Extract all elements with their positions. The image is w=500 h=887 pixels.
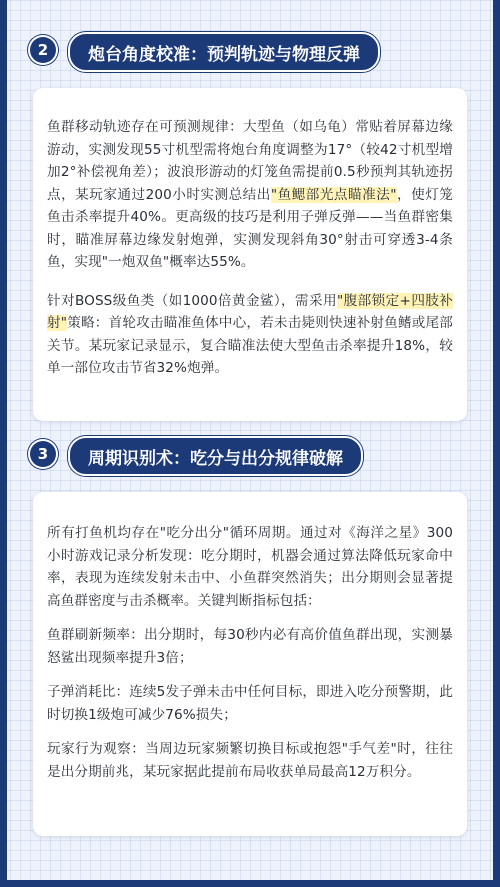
frame-left-border	[0, 0, 7, 887]
text-run: 策略：首轮攻击瞄准鱼体中心，若未击毙则快速补射鱼鳍或尾部关节。某玩家记录显示，复合瞄准法使大型鱼击杀率提升18%，较单一部位攻击节省32%炮弹。	[47, 315, 453, 376]
section-2-number-badge: 2	[30, 37, 56, 63]
text-run: 针对BOSS级鱼类（如1000倍黄金鲨），需采用	[47, 292, 337, 309]
section-2-paragraph-2	[47, 290, 453, 380]
section-3-paragraph-4: 玩家行为观察：当周边玩家频繁切换目标或抱怨"手气差"时，往往是出分期前兆，某玩家据此提前布局收获单局最高12万积分。	[47, 741, 453, 780]
section-3-paragraph-3: 子弹消耗比：连续5发子弹未击中任何目标，即进入吃分预警期，此时切换1级炮可减少76%损失；	[47, 684, 453, 723]
section-2-card	[33, 88, 467, 421]
section-2-paragraph-1	[47, 116, 453, 274]
frame-right-border	[493, 0, 500, 887]
section-3-title: 周期识别术：吃分与出分规律破解	[68, 436, 363, 476]
frame-bottom-border	[0, 880, 500, 887]
section-3-paragraph-2: 鱼群刷新频率：出分期时，每30秒内必有高价值鱼群出现，实测暴怒鲨出现频率提升3倍；	[47, 627, 453, 666]
highlight-gill-aiming: "鱼鳃部光点瞄准法"	[270, 186, 397, 203]
text-run: 鱼群移动轨迹存在可预测规律：大型鱼（如乌龟）常贴着屏幕边缘游动，实测发现55寸机型需将炮台角度调整为17°（较42寸机型增加2°补偿视角差）；波浪形游动的灯笼鱼需提前0.5秒预判其轨迹拐点，某玩家通过200小时实测总结出	[47, 119, 453, 203]
highlight-belly-lock: "腹部锁定+四肢补射"	[47, 292, 453, 331]
section-2-title: 炮台角度校准：预判轨迹与物理反弹	[68, 32, 380, 72]
text-run: ，使灯笼鱼击杀率提升40%。更高级的技巧是利用子弹反弹——当鱼群密集时，瞄准屏幕边缘发射炮弹，实测发现斜角30°射击可穿透3-4条鱼，实现"一炮双鱼"概率达55%。	[47, 186, 453, 270]
section-3-paragraph-1: 所有打鱼机均存在"吃分出分"循环周期。通过对《海洋之星》300小时游戏记录分析发现：吃分期时，机器会通过算法降低玩家命中率，表现为连续发射未击中、小鱼群突然消失；出分期则会显著提高鱼群密度与击杀概率。关键判断指标包括：	[47, 525, 453, 609]
section-3-number-badge: 3	[30, 441, 56, 467]
section-3-card	[33, 492, 467, 836]
